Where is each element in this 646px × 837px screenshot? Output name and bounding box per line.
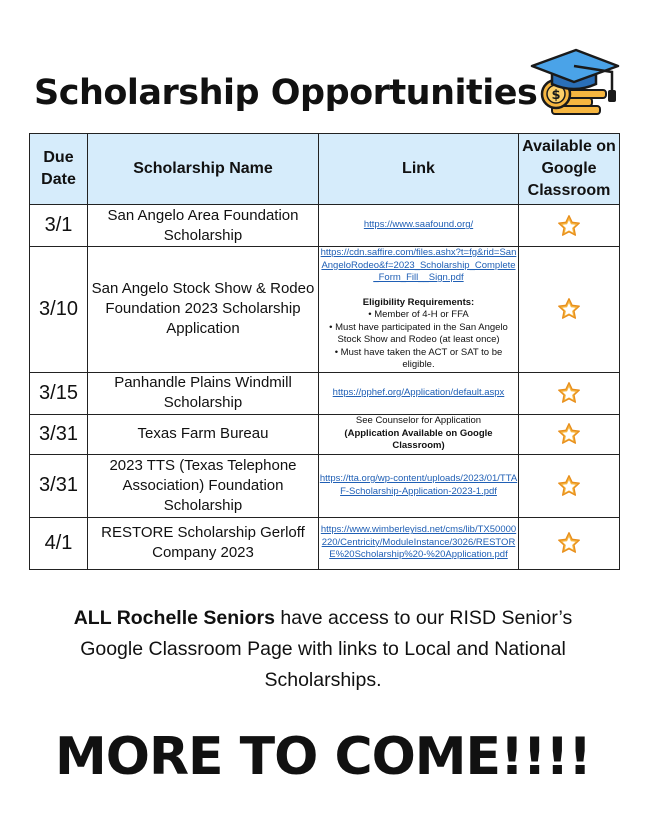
scholarship-link[interactable]: https://www.wimberleyisd.net/cms/lib/TX50000220/Centricity/ModuleInstance/3026/RESTORE%20Scholarship%20-%20Application.pdf [320,524,517,561]
due-date: 3/31 [30,414,88,454]
header-link: Link [319,134,519,205]
due-date: 4/1 [30,517,88,569]
scholarship-link[interactable]: https://pphef.org/Application/default.aspx [332,386,505,398]
table-row [30,454,620,517]
scholarship-name: Panhandle Plains Windmill Scholarship [88,372,319,414]
star-icon [556,473,582,499]
eligibility-item: • Must have taken the ACT or SAT to be eligible. [334,346,503,370]
table-row [30,247,620,373]
star-icon [556,530,582,556]
eligibility-item: • Must have participated in the San Angelo Stock Show and Rodeo (at least once) [329,321,508,345]
scholarship-link[interactable]: https://cdn.saffire.com/files.ashx?t=fg&rid=SanAngeloRodeo&f=2023_Scholarship_Complete_Form_Fill__Sign.pdf [320,247,517,283]
table-row [30,205,620,247]
seniors-note-bold: ALL Rochelle Seniors [73,607,275,629]
scholarship-name: RESTORE Scholarship Gerloff Company 2023 [88,517,319,569]
eligibility-item: • Member of 4-H or FFA [368,309,469,320]
star-icon [556,380,582,406]
seniors-note [40,603,606,696]
page-title: Scholarship Opportunities [34,73,538,113]
svg-text:$: $ [551,88,561,103]
due-date: 3/15 [30,372,88,414]
scholarship-table [29,133,620,570]
counselor-note: See Counselor for Application [355,415,482,427]
star-icon [556,296,582,322]
more-to-come-banner: MORE TO COME!!!! [55,727,591,787]
header-scholarship-name: Scholarship Name [88,134,319,205]
scholarship-link[interactable]: https://tta.org/wp-content/uploads/2023/01/TTAF-Scholarship-Application-2023-1.pdf [319,473,518,497]
scholarship-name: San Angelo Area Foundation Scholarship [88,205,319,247]
graduation-cap-icon [526,44,622,124]
header-due-date: Due Date [30,134,88,205]
due-date: 3/1 [30,205,88,247]
table-row [30,517,620,569]
seniors-note-text: have access to our RISD Senior’s Google Classroom Page with links to Local and National Scholarships. [80,607,573,691]
table-row [30,372,620,414]
scholarship-name: 2023 TTS (Texas Telephone Association) Foundation Scholarship [88,454,319,517]
star-icon [556,421,582,447]
star-icon [556,213,582,239]
scholarship-link[interactable]: https://www.saafound.org/ [363,219,474,231]
scholarship-name: San Angelo Stock Show & Rodeo Foundation 2023 Scholarship Application [88,247,319,373]
table-header-row [30,134,620,205]
eligibility-heading: Eligibility Requirements: [362,296,475,308]
table-row [30,414,620,454]
scholarship-name: Texas Farm Bureau [88,414,319,454]
due-date: 3/10 [30,247,88,373]
header-available: Available on Google Classroom [519,134,620,205]
due-date: 3/31 [30,454,88,517]
classroom-note: (Application Available on Google Classroom) [344,427,493,452]
